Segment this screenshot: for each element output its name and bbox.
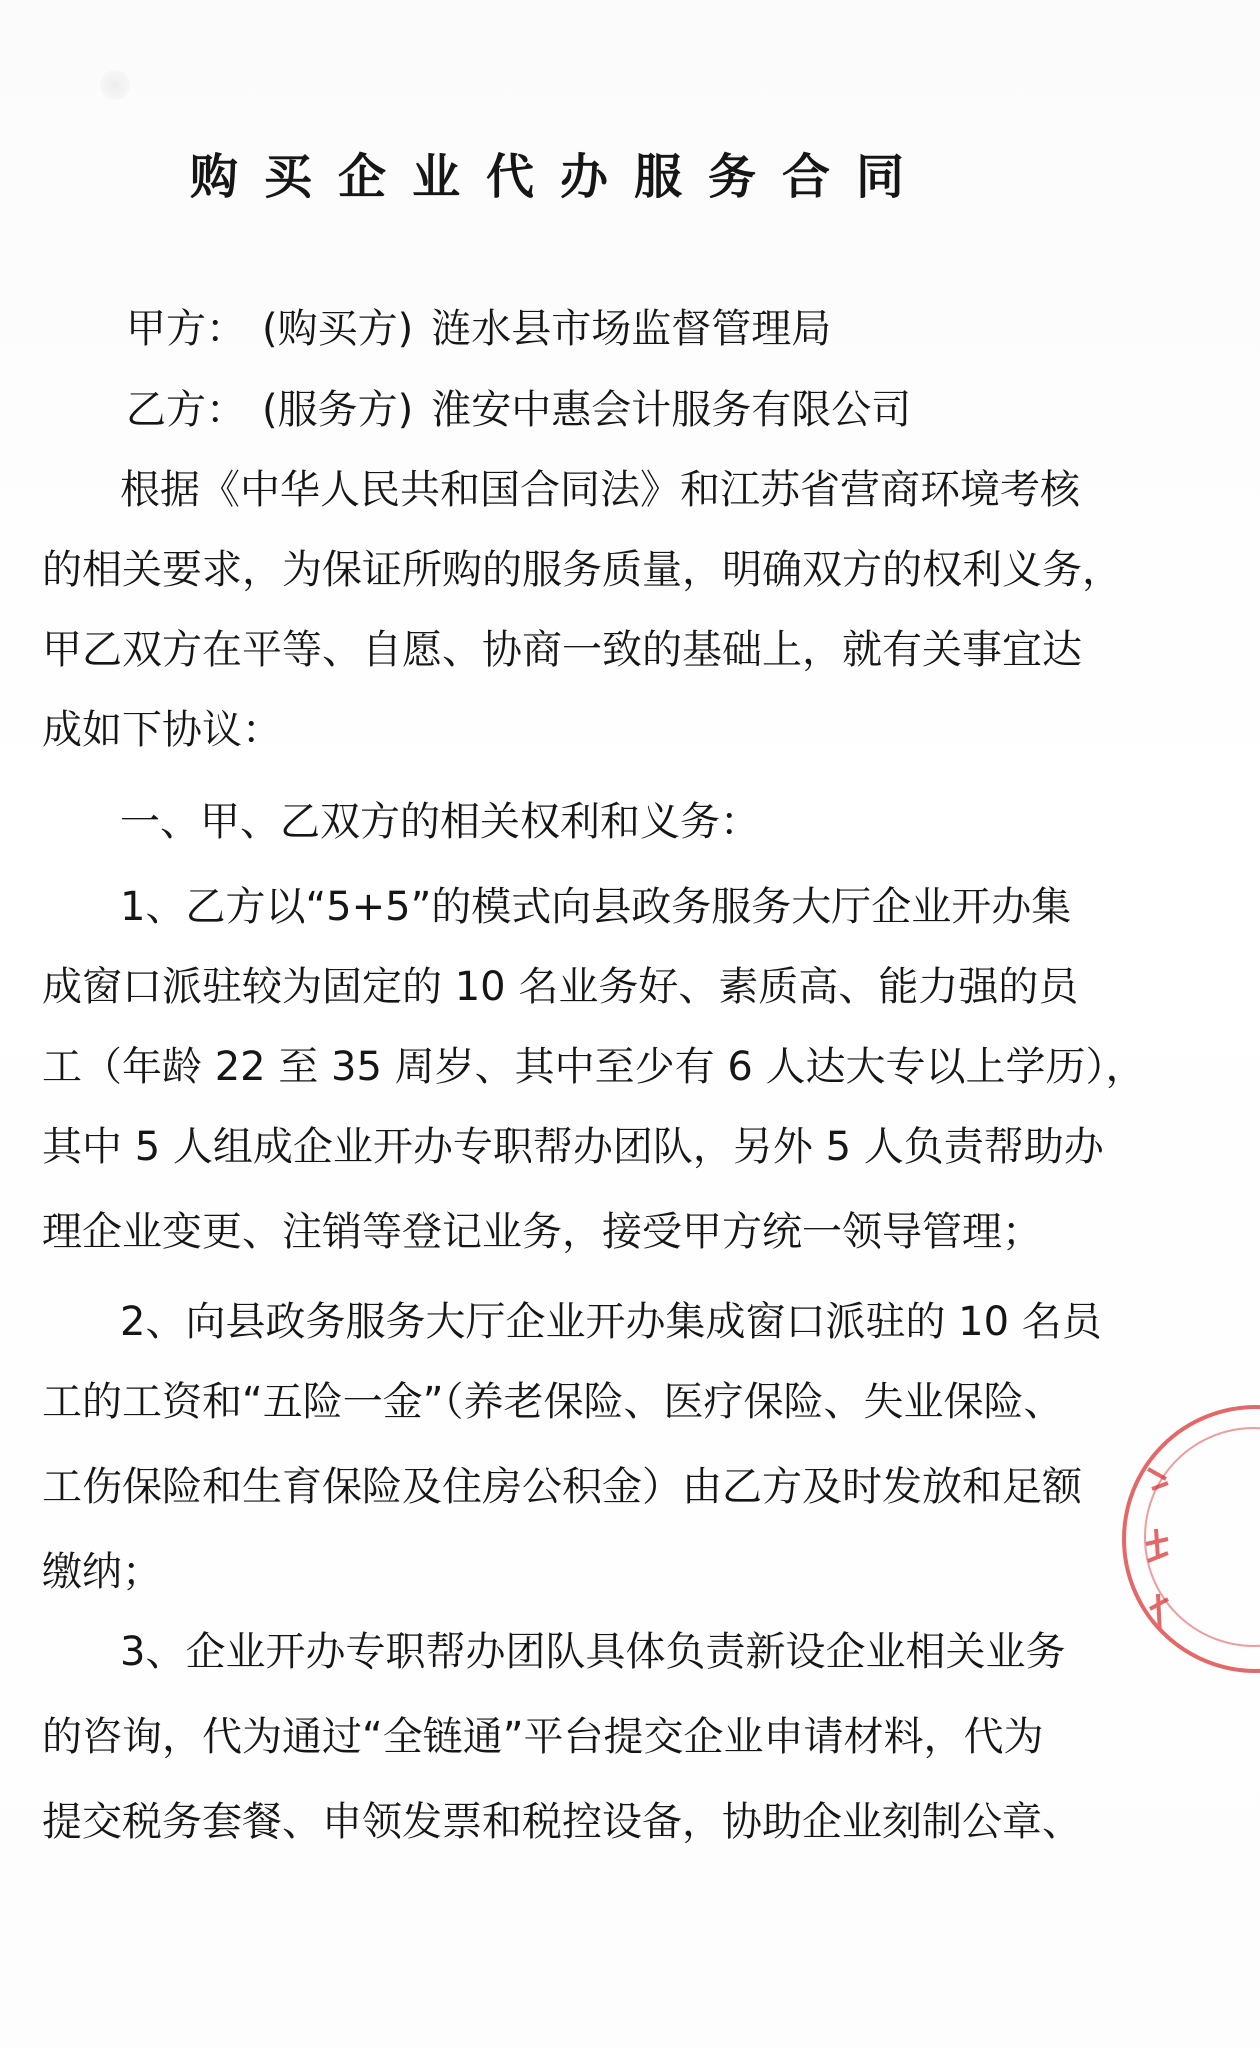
red-seal-stamp	[1122, 1405, 1260, 1673]
body-line: 工伤保险和生育保险及住房公积金）由乙方及时发放和足额	[42, 1464, 1082, 1510]
body-line: 的咨询，代为通过“全链通”平台提交企业申请材料，代为	[42, 1714, 1044, 1760]
party-a-line	[126, 297, 831, 354]
party-b-label: 乙方：	[126, 387, 246, 433]
body-line: 甲乙双方在平等、自愿、协商一致的基础上，就有关事宜达	[42, 627, 1082, 673]
party-a-name: 涟水县市场监督管理局	[431, 306, 832, 352]
body-line: 缴纳；	[42, 1549, 162, 1595]
body-line: 3、企业开办专职帮办团队具体负责新设企业相关业务	[120, 1629, 1066, 1675]
party-a-label: 甲方：	[126, 306, 246, 352]
body-line: 工的工资和“五险一金”（养老保险、医疗保险、失业保险、	[42, 1379, 1064, 1425]
party-b-role: (服务方)	[262, 387, 414, 433]
body-line: 工（年龄 22 至 35 周岁、其中至少有 6 人达大专以上学历），	[42, 1044, 1146, 1090]
body-line: 成如下协议：	[42, 707, 282, 753]
body-line: 成窗口派驻较为固定的 10 名业务好、素质高、能力强的员	[42, 964, 1079, 1010]
body-line: 1、乙方以“5+5”的模式向县政务服务大厅企业开办集	[120, 884, 1072, 930]
party-a-role: (购买方)	[262, 306, 414, 352]
section-heading: 一、甲、乙双方的相关权利和义务：	[120, 799, 760, 845]
contract-title: 购买企业代办服务合同	[190, 149, 931, 205]
body-line: 2、向县政务服务大厅企业开办集成窗口派驻的 10 名员	[120, 1299, 1102, 1345]
paper-blemish	[100, 70, 130, 100]
body-line: 根据《中华人民共和国合同法》和江苏省营商环境考核	[120, 467, 1080, 513]
party-b-line	[126, 378, 911, 435]
body-line: 其中 5 人组成企业开办专职帮办团队，另外 5 人负责帮助办	[42, 1124, 1104, 1170]
body-line: 提交税务套餐、申领发票和税控设备，协助企业刻制公章、	[42, 1799, 1082, 1845]
party-b-name: 淮安中惠会计服务有限公司	[431, 387, 912, 433]
body-line: 理企业变更、注销等登记业务，接受甲方统一领导管理；	[42, 1209, 1042, 1255]
body-line: 的相关要求，为保证所购的服务质量，明确双方的权利义务，	[42, 547, 1122, 593]
seal-glyph-marks	[1138, 1449, 1198, 1649]
